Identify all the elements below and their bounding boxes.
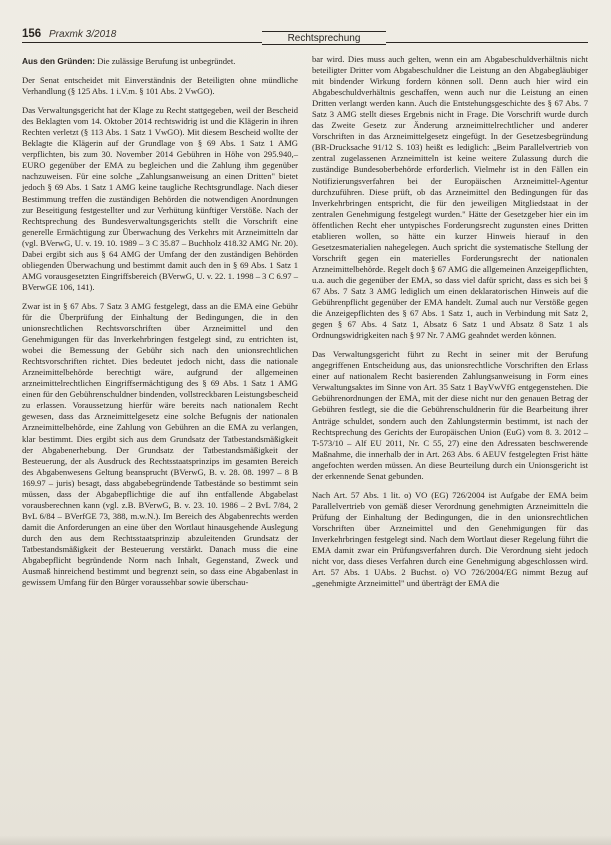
paragraph: Zwar ist in § 67 Abs. 7 Satz 3 AMG festgelegt, dass an die EMA eine Gebühr für die Überprüfung der Einhaltung der Bedingungen, die in den unionsrechtlichen Rechtsvorschriften über Arzneimittel und den Genehmigungen für das Inverkehrbringen festgelegt sind, zu entrichten ist, wobei die Bemessung der Gebühr sich nach den unionsrechtlichen Rechtsvorschriften richtet. Dies bedeutet jedoch nicht, dass die nationale Arzneimittelbehörde berechtigt wäre, aufgrund der allgemeinen arzneimittelrechtlichen Eingriffsermächtigung des § 69 Abs. 1 Satz 1 AMG einen für den Gebührenschuldner bindenden, vollstreckbaren Leistungsbescheid zu erlassen. Voraussetzung hierfür wäre bereits nach nationalem Recht gewesen, dass das Arzneimittelgesetz eine solche Befugnis der nationalen Arzneimittelbehörde, eine Zahlung von Gebühren an die EMA zu verlangen, klar bestimmt. Dies ergibt sich aus dem Grundsatz der Tatbestandsmäßigkeit der Abgabenerhebung. Der Grundsatz der Tatbestandsmäßigkeit der Besteuerung, der als Ausdruck des Rechtsstaatsprinzips im gesamten Bereich des Abgabenwesens Geltung beansprucht (BVerwG, B. v. 28. 08. 1997 – 8 B 169.97 – juris) besagt, dass abgabebegründende Tatbestände so bestimmt sein müssen, dass der Abgabepflichtige die auf ihn entfallende Abgabelast vorausberechnen kann (vgl. z.B. BVerwG, B. v. 23. 10. 1986 – 2 BvL 7/84, 2 BvL 6/84 – BVerfGE 73, 388, m.w.N.). Im Bereich des Abgabenrechts werden damit die Anforderungen an eine über den Wortlaut hinausgehende Auslegung durch den aus dem Rechtsstaatsprinzip abzuleitenden Grundsatz der Tatbestandsmäßigkeit der Besteuerung verstärkt. Danach muss die eine Abgabepflicht begründende Norm nach Inhalt, Gegenstand, Zweck und Ausmaß hinreichend bestimmt und begrenzt sein, so dass eine Abgabenlast in gewissem Umfang für den Bürger voraussehbar sowie überschau-: [22, 300, 298, 588]
paragraph: Das Verwaltungsgericht führt zu Recht in seiner mit der Berufung angegriffenen Entscheidung aus, das unionsrechtliche Vorschriften den Erlass einer auf nationalem Recht basierenden Zahlungsanweisung in Form eines Verwaltungsaktes im Sinne von Art. 35 Satz 1 BayVwVfG entgegenstehen. Die Gebührenordnungen der EMA, mit der diese nicht nur den genauen Betrag der Gebühren festlegt, sie die die Gebührenschuldnerin für die Bearbeitung ihrer Anträge schuldet, sondern auch den Zahlungstermin bestimmt, ist nach der Rechtsprechung des Gerichts der Europäischen Union (EuG) vom 8. 3. 2012 – T-573/10 – Alf EU 2011, Nr. C 55, 27) eine den Adressaten beschwerende Maßnahme, die innerhalb der in Art. 263 Abs. 6 AEUV festgelegten Frist hätte angefochten werden müssen. An diese Beurteilung durch ein Unionsgericht ist der erkennende Senat gebunden.: [312, 349, 588, 481]
paragraph: Nach Art. 57 Abs. 1 lit. o) VO (EG) 726/2004 ist Aufgabe der EMA beim Parallelvertrieb von gemäß dieser Verordnung genehmigten Arzneimitteln die Prüfung der Einhaltung der Bedingungen, die in den unionsrechtlichen Vorschriften über Arzneimittel und den Genehmigungen für das Inverkehrbringen festgelegt sind. Nach dem Wortlaut dieser Regelung führt die EMA damit zwar ein Prüfungsverfahren durch. Die Verordnung sieht jedoch nicht vor, dass dieses Verfahren durch eine Genehmigung abgeschlossen wird. Art. 57 Abs. 1 UAbs. 2 Buchst. o) VO 726/2004/EG nimmt Bezug auf „genehmigte Arzneimittel" und überträgt der EMA die: [312, 489, 588, 589]
header-rule-right: [386, 42, 588, 43]
right-column: [312, 54, 588, 597]
page-edge-shadow: [0, 835, 611, 845]
header-rule-left: [22, 42, 262, 43]
lead-label: Aus den Gründen:: [22, 56, 96, 66]
paragraph: Das Verwaltungsgericht hat der Klage zu Recht stattgegeben, weil der Bescheid des Beklagten vom 14. Oktober 2014 rechtswidrig ist und die Klägerin in ihren Rechten verletzt (§ 113 Abs. 1 Satz 1 VwGO). Mit diesem Bescheid wollte der Beklagte die Klägerin auf der Grundlage von § 69 Abs. 1 Satz 1 AMG verpflichten, bis zum 30. November 2014 Gebühren in Höhe von 295.940,– EURO gegenüber der EMA zu begleichen und die Zahlung ihm gegenüber nachzuweisen. Für eine solche „Zahlungsanweisung an einen Dritten" bietet jedoch § 69 Abs. 1 Satz 1 AMG keine taugliche Rechtsgrundlage. Nach dieser Bestimmung treffen die zuständigen Behörden die notwendigen Anordnungen zur Beseitigung festgestellter und zur Verhütung künftiger Verstöße. Nach der Rechtsprechung des Bundesverwaltungsgerichts stellt die Vorschrift eine generelle Ermächtigung zur Überwachung des Verkehrs mit Arzneimitteln dar (vgl. BVerwG, U. v. 19. 10. 1989 – 3 C 35.87 – Buchholz 418.32 AMG Nr. 20). Dabei ergibt sich aus § 64 AMG der Umfang der den zuständigen Behörden obliegenden Überwachung und bestimmt damit auch den in § 69 Abs. 1 Satz 1 AMG vorausgesetzten Eingriffsbereich (BVerwG, U. v. 22. 1. 1998 – 3 C 6.97 – BVerwGE 106, 141).: [22, 105, 298, 292]
paragraph: bar wird. Dies muss auch gelten, wenn ein am Abgabeschuldverhältnis nicht beteiligter Dritter vom Abgabeschuldner die Leistung an den Abgabegläubiger mit bindender Wirkung fordern können soll. Denn auch hier wird ein Abgabeschuldverhältnis geschaffen, wenn auch nur die Leistung an einen Dritten verlangt werden kann. Auch die Entstehungsgeschichte des § 67 Abs. 7 Satz 3 AMG stellt dieses Ergebnis nicht in Frage. Die Vorschrift wurde durch das Zweite Gesetz zur Änderung arzneimittelrechtlicher und anderer Vorschriften in das Arzneimittelgesetz eingefügt. In der Gesetzesbegründung (BR-Drucksache 91/12 S. 103) heißt es lediglich: „Beim Parallelvertrieb von zentral zugelassenen Arzneimitteln ist keine weitere Zulassung durch die zuständige Bundesoberbehörde erforderlich. Vielmehr ist in den Fällen ein Notifizierungsverfahren bei der Europäischen Arzneimittel-Agentur durchzuführen. Diese prüft, ob das Arzneimittel den Bedingungen für das Inverkehrbringen entspricht, die für den jeweiligen Mitgliedstaat in der zentralen Genehmigung festgelegt wurden." Hätte der Gesetzgeber hier ein im öffentlichen Recht eher untypisches Forderungsrecht zugunsten eines Dritten etablieren wollen, so hätte ein kurzer Hinweis hierauf in den Gesetzesmaterialien nahegelegen. Auch spricht die systematische Stellung der Vorschrift gegen ein materielles Forderungsrecht der nationalen Arzneimittelbehörde. Regelt doch § 67 AMG die allgemeinen Anzeigepflichten, u.a. auch die gegenüber der EMA, so dass viel dafür spricht, dass es sich bei § 67 Abs. 7 Satz 3 AMG lediglich um einen deklaratorischen Hinweis auf die Gebührenpflicht gegenüber der EMA handelt. Zumal auch nur Verstöße gegen die Anzeigepflichten des § 67 Abs. 1 Satz 1, auch in Verbindung mit Satz 2, gegen § 67 Abs. 4 Satz 1, Absatz 6 Satz 1 und Absatz 8 Satz 1 als Ordnungswidrigkeiten nach § 97 Nr. 7 AMG geahndet werden können.: [312, 54, 588, 341]
journal-name: Praxmk 3/2018: [49, 29, 117, 40]
intro-text: Die zulässige Berufung ist unbegründet.: [95, 56, 236, 66]
page-header: [22, 27, 588, 45]
paragraph-intro: [22, 56, 298, 67]
section-title: Rechtsprechung: [262, 31, 386, 45]
page-number: 156: [22, 28, 42, 40]
left-column: [22, 56, 298, 596]
paragraph: Der Senat entscheidet mit Einverständnis der Beteiligten ohne mündliche Verhandlung (§ 125 Abs. 1 i.V.m. § 101 Abs. 2 VwGO).: [22, 75, 298, 97]
